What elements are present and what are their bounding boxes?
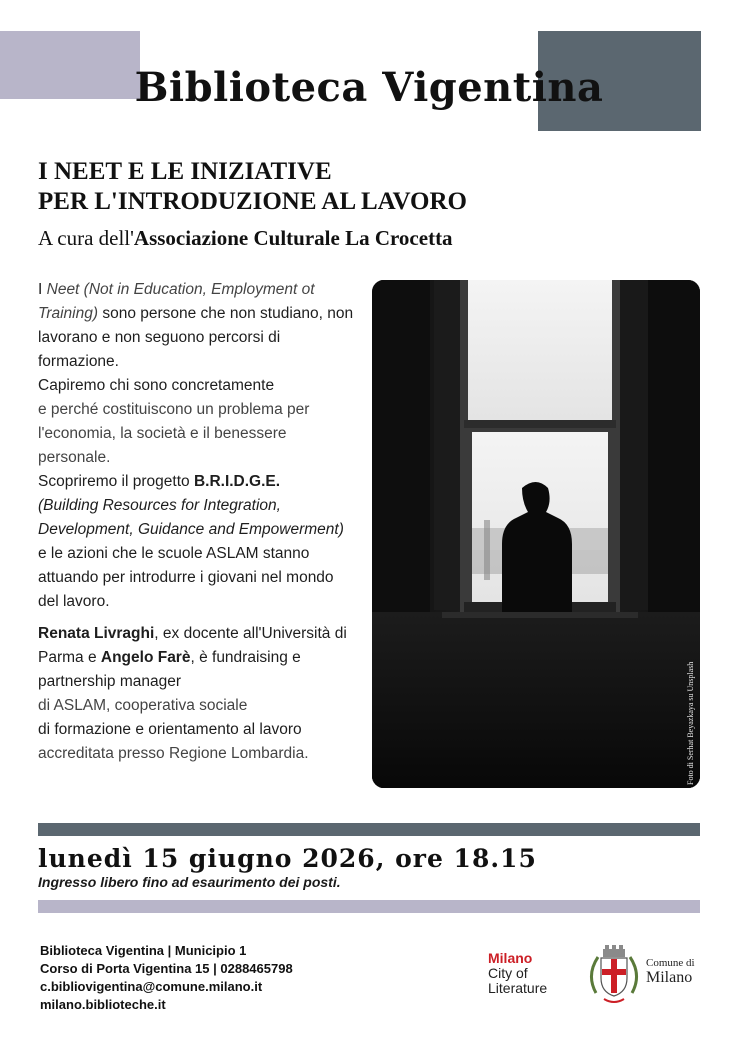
speaker-2-desc-1: di formazione e orientamento al lavoro [38,721,302,738]
divider-bar-dark [38,823,700,836]
entry-note: Ingresso libero fino ad esaurimento dei posti. [38,874,341,890]
paragraph-understand: Capiremo chi sono concretamente [38,377,275,394]
comune-milano: Milano [646,969,693,986]
mcl-milano: Milano [488,950,533,966]
paragraph-problem: e perché costituiscono un problema per l'economia, la società e il benessere personale. [38,401,310,466]
mcl-literature: Literature [488,980,548,996]
window-silhouette-illustration [372,280,700,788]
speaker-2-role: , è fundraising e partnership manager [38,649,301,690]
project-name: B.R.I.D.G.E. [193,473,281,490]
mcl-city-of: City of [488,965,528,981]
project-intro: Scopriremo il progetto [38,473,194,490]
paragraph-neet [38,278,358,374]
page-title: Biblioteca Vigentina [134,64,604,111]
library-email[interactable]: c.bibliovigentina@comune.milano.it [40,979,263,994]
library-address-phone: Corso di Porta Vigentina 15 | 0288465798 [40,961,293,976]
speaker-2-org: di ASLAM, cooperativa sociale [38,697,248,714]
divider-bar-light [38,900,700,913]
milano-city-of-literature-logo [488,951,578,996]
project-acronym: (Building Resources for Integration, Development, Guidance and Empowerment) [38,497,344,538]
neet-intro: I [38,281,47,298]
event-title-line-1: I NEET E LE INIZIATIVE [38,158,332,185]
comune-di: Comune di [646,957,695,969]
event-title [38,157,638,217]
paragraph-project [38,470,358,542]
comune-di-milano-wordmark [646,957,726,986]
speaker-2-desc-2: accreditata presso Regione Lombardia. [38,745,309,762]
neet-description: sono persone che non studiano, non lavorano e non seguono percorsi di formazione. [38,305,354,370]
event-description [38,278,358,766]
paragraph-schools: e le azioni che le scuole ASLAM stanno attuando per introdurre i giovani nel mondo del lavoro. [38,545,334,610]
speaker-1-role: , ex docente all'Università di Parma e [38,625,347,666]
speaker-2-name: Angelo Farè [100,649,191,666]
event-title-line-2: PER L'INTRODUZIONE AL LAVORO [38,188,467,215]
neet-definition: Neet (Not in Education, Employment ot Training) [38,281,315,322]
photo-credit: Foto di Serhat Beyazkaya su Unsplash [686,661,695,785]
library-contact [40,942,400,1014]
library-name-municipio: Biblioteca Vigentina | Municipio 1 [40,943,247,958]
speaker-1-name: Renata Livraghi [38,625,155,642]
curator-name: Associazione Culturale La Crocetta [133,226,453,250]
event-datetime: lunedì 15 giugno 2026, ore 18.15 [38,844,537,873]
curator-line [38,226,638,251]
library-website[interactable]: milano.biblioteche.it [40,997,166,1012]
curator-prefix: A cura dell' [38,226,134,250]
paragraph-speakers [38,622,358,766]
window-silhouette-photo [372,280,700,788]
comune-milano-crest-icon [586,945,642,1005]
